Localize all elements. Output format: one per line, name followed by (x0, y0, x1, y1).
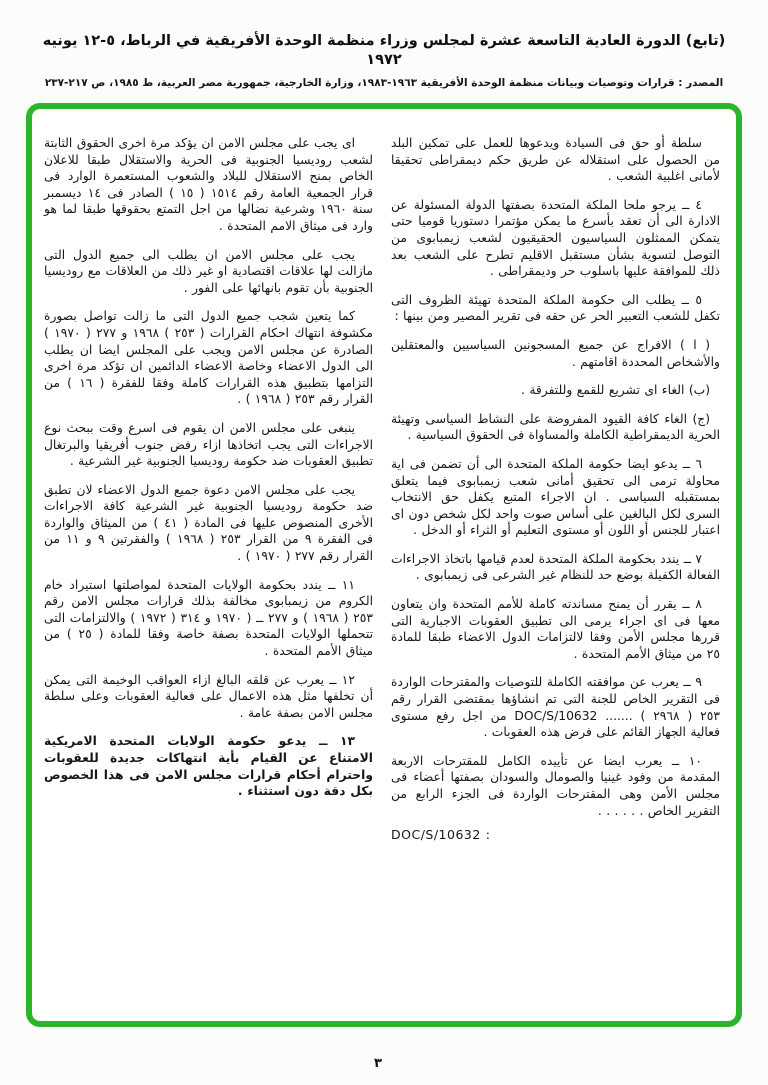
paragraph-item-13: ١٣ ــ يدعو حكومة الولايات المتحدة الامريكية الامتناع عن القيام بأية انتهاكات جديدة للعقوبات واحترام أحكام قرارات مجلس الامن فى هذا الخصوص بكل دقة دون استثناء . (44, 734, 373, 799)
paragraph-rights: اى يجب على مجلس الامن ان يؤكد مرة اخرى الحقوق الثابتة لشعب روديسيا الجنوبية فى الحرية والاستقلال طبقا للاعلان الخاص بمنح الاستقلال للبلاد والشعوب المستعمرة الوارد فى قرار الجمعية العامة رقم ١٥١٤ ( ١٥ ) الصادر فى ١٤ ديسمبر سنة ١٩٦٠ وشرعية نضالها من اجل التمتع بحقوقها طبقا لما هو وارد فى ميثاق الامم المتحدة . (44, 136, 374, 233)
paragraph-item-10: ١٠ ــ يعرب ايضا عن تأييده الكامل للمقترحات الاربعة المقدمة من وفود غينيا والصومال والسودان بصفتها أعضاء فى مجلس الأمن وهى المقترحات الواردة فى الجزء الرابع من التقرير الخاص . . . . . . (391, 753, 720, 818)
paragraph-article-41: يجب على مجلس الامن دعوة جميع الدول الاعضاء لان تطبق ضد حكومة روديسيا الجنوبية غير الشرعية كافة الاجراءات الأخرى المنصوص عليها فى المادة ( ٤١ ) من الميثاق والواردة فى الفقرة ٩ من القرار ٢٥٣ ( ١٩٦٨ ) والفقرتين ٩ و ١١ من القرار رقم ٢٧٧ ( ١٩٧٠ ) . (44, 482, 373, 564)
paragraph-security-council: ينبغى على مجلس الامن ان يقوم فى اسرع وقت ببحث نوع الاجراءات التى يجب اتخاذها ازاء رفض جنوب أفريقيا والبرتغال تطبيق العقوبات ضد حكومة روديسيا الجنوبية غير الشرعية . (44, 420, 373, 469)
source-citation: المصدر : قرارات وتوصيات وبيانات منظمة الوحدة الأفريقية ١٩٦٣-١٩٨٣، وزارة الخارجية، جمهورية مصر العربية، ط ١٩٨٥، ص ٢١٧-٢٣٧ (44, 76, 724, 89)
paragraph-item-5: ٥ ــ يطلب الى حكومة الملكة المتحدة تهيئة الظروف التى تكفل للشعب التعبير الحر عن حقه فى تقرير المصير ومن بينها : (391, 292, 720, 324)
subitem-c: (ج) الغاء كافة القيود المفروضة على النشاط السياسى وتهيئة الحرية الديمقراطية الكاملة والمساواة فى الحقوق السياسية . (391, 411, 720, 443)
paragraph-item-6: ٦ ــ يدعو ايضا حكومة الملكة المتحدة الى أن تضمن فى اية محاولة ترمى الى تحقيق أمانى شعب زيمبابوى فيما يتعلق بمستقبله السياسى . ان الاجراء المتبع يكفل حق الانتخاب السرى لكل البالغين على أساس صوت واحد لكل شخص دون اى اعتبار للجنس أو اللون أو مستوى التعليم أو الثراء أو الدخل . (391, 456, 720, 538)
paragraph-item-9: ٩ ــ يعرب عن موافقته الكاملة للتوصيات والمقترحات الواردة فى التقرير الخاص للجنة التى تم انشاؤها بمقتضى القرار رقم ٢٥٣ ( ٢٩٦٨ ) ....... DOC/S/10632 من اجل رفع مستوى فعالية الجهاز القائم على فرض هذه العقوبات . (391, 675, 720, 740)
page-header (0, 32, 768, 89)
paragraph-condemn-states: كما يتعين شجب جميع الدول التى ما زالت تواصل بصورة مكشوفة انتهاك احكام القرارات ( ٢٥٣ ) ١٩٦٨ و ٢٧٧ ( ١٩٧٠ ) الصادرة عن مجلس الامن ويجب على المجلس ايضا ان يطلب الى الدول الاعضاء وخاصة الاعضاء الدائمين ان تؤكد مرة اخرى التزامها بتطبيق هذه القرارات كاملة وفقا للفقرة ( ١٦ ) من القرار رقم ٢٥٣ ( ١٩٦٨ ) . (44, 309, 373, 407)
paragraph-item-12: ١٢ ــ يعرب عن قلقه البالغ ازاء العواقب الوخيمة التى يمكن أن تخلفها مثل هذه الاعمال على فعالية العقوبات وعلى سلطة مجلس الامن بصفة عامة . (44, 672, 373, 720)
left-column (44, 135, 373, 1021)
page-number: ٣ (374, 1056, 382, 1071)
paragraph-relations: يجب على مجلس الامن ان يطلب الى جميع الدول التى مازالت لها علاقات اقتصادية او غير ذلك من العلاقات مع روديسيا الجنوبية بأن تقوم بانهائها على الفور . (44, 247, 373, 295)
paragraph-item-4: ٤ ــ يرجو ملحا الملكة المتحدة بصفتها الدولة المسئولة عن الادارة الى أن تعقد بأسرع ما يمكن مؤتمرا دستوريا قوميا حتى يتمكن الممثلون السياسيون الحقيقيون لشعب زيمبابوى من التوصل لتسوية بشأن مستقبل الاقليم تطرح على الشعب بعد ذلك للموافقة عليها باسلوب حر وديمقراطى . (391, 197, 720, 279)
document-title: (تابع) الدورة العادية التاسعة عشرة لمجلس وزراء منظمة الوحدة الأفريقية في الرباط، ٥-١٢ يونيه ١٩٧٢ (42, 33, 726, 68)
two-column-body (32, 109, 736, 1021)
paragraph-item-7: ٧ ــ يندد بحكومة الملكة المتحدة لعدم قيامها باتخاذ الاجراءات الفعالة الكفيلة بوضع حد للنظام غير الشرعى فى زيمبابوى . (391, 551, 720, 583)
document-reference: DOC/S/10632 : (391, 827, 491, 843)
paragraph-continuation: سلطة أو حق فى السيادة ويدعوها للعمل على تمكين البلد من الحصول على استقلاله عن طريق حكم ديمقراطى تحقيقا لأمانى اغلبية الشعب . (391, 136, 720, 184)
right-column (391, 135, 720, 1021)
paragraph-item-8: ٨ ــ يقرر أن يمنح مساندته كاملة للأمم المتحدة وان يتعاون معها فى اى اجراء يرمى الى تطبيق العقوبات الاجبارية التى قررها مجلس الأمن وفقا لالتزامات الدول الاعضاء طبقا للمادة ٢٥ من ميثاق الأمم المتحدة . (391, 597, 720, 661)
green-border-frame (26, 103, 742, 1027)
paragraph-item-11: ١١ ــ يندد بحكومة الولايات المتحدة لمواصلتها استيراد خام الكروم من زيمبابوى مخالفة بذلك قرارات مجلس الامن رقم ٢٥٣ ( ١٩٦٨ ) و ٢٧٧ ــ ( ١٩٧٠ و ٣١٤ ( ١٩٧٢ ) والالتزامات التى تتحملها الولايات المتحدة بصفة خاصة وفقا للمادة ( ٢٥ ) من ميثاق الأمم المتحدة . (44, 577, 373, 659)
subitem-b: (ب) الغاء اى تشريع للقمع وللتفرقة . (521, 383, 710, 398)
subitem-a: ( ا ) الافراج عن جميع المسجونين السياسيين والمعتقلين والأشخاص المحددة اقامتهم . (391, 337, 720, 369)
